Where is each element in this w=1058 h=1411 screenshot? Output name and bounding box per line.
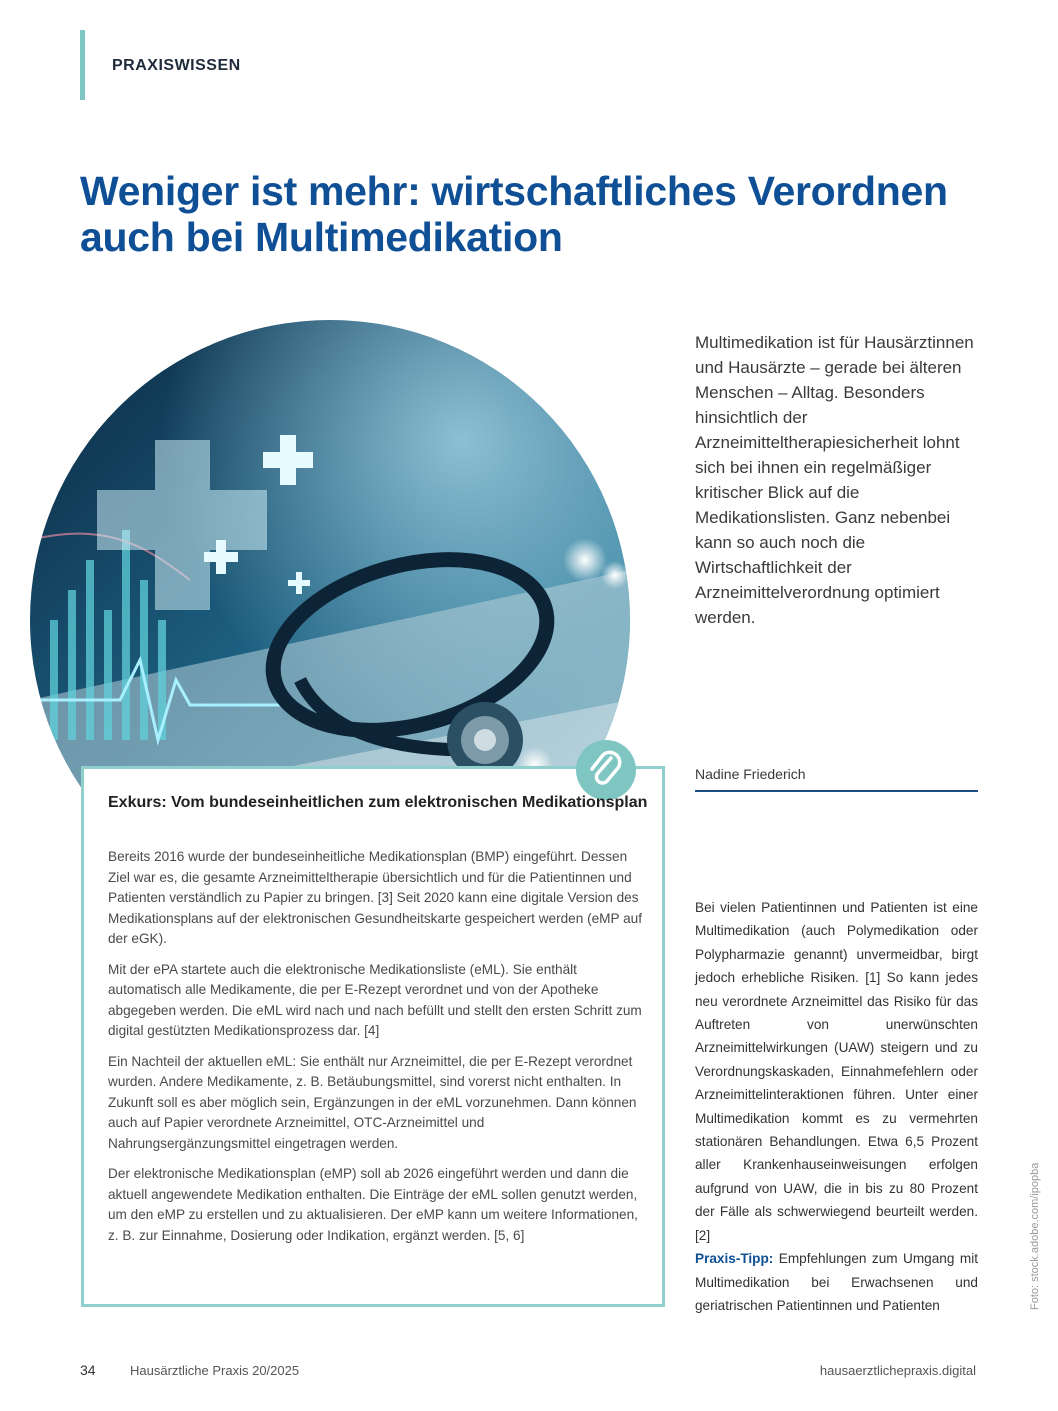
excursus-body bbox=[108, 847, 646, 1256]
body-text-column bbox=[695, 896, 978, 1317]
excursus-paragraph: Bereits 2016 wurde der bundeseinheitliche Medikationsplan (BMP) eingeführt. Dessen Ziel war es, die gesamte Arzneimitteltherapie übersichtlich und für die Patientinnen und Patienten verständlich zu Papier zu bringen. [3] Seit 2020 kann eine digitale Version des Medikationsplans auf der elektronischen Gesundheitskarte gespeichert werden (eMP auf der eGK). bbox=[108, 849, 642, 946]
article-intro: Multimedikation ist für Hausärztinnen und Hausärzte – gerade bei älteren Menschen – Alltag. Besonders hinsichtlich der Arzneimitteltherapiesicherheit lohnt sich bei ihnen ein regelmäßiger kritischer Blick auf die Medikationslisten. Ganz nebenbei kann so auch noch die Wirtschaftlichkeit der Arzneimittelverordnung optimiert werden. bbox=[695, 333, 974, 627]
excursus-paragraph: Ein Nachteil der aktuellen eML: Sie enthält nur Arzneimittel, die per E-Rezept verordnet wurden. Andere Medikamente, z. B. Betäubungsmittel, sind vorerst nicht enthalten. In Zukunft soll es aber möglich sein, Ergänzungen in der eML vorzunehmen. Dann können auch auf Papier verordnete Arzneimittel, OTC-Arzneimittel und Nahrungsergänzungsmittel eingetragen werden. bbox=[108, 1053, 637, 1151]
excursus-paragraph: Der elektronische Medikationsplan (eMP) soll ab 2026 eingeführt werden und dann die aktuell angewendete Medikation enthalten. Die Einträge der eML sollen genutzt werden, um den eMP zu erstellen und zu aktualisieren. Der eMP kann um weitere Informationen, z. B. zur Einnahme, Dosierung oder Indikation, ergänzt werden. [5, 6] bbox=[108, 1166, 638, 1243]
photo-credit: Foto: stock.adobe.com/ipopba bbox=[1029, 1162, 1041, 1310]
excursus-paragraph: Mit der ePA startete auch die elektronische Medikationsliste (eML). Sie enthält automatisch alle Medikamente, die per E-Rezept verordnet und von der Apotheke abgegeben werden. Die eML wird nach und nach befüllt und stellt den ersten Schritt zum digital gestützten Medikationsprozess dar. [4] bbox=[108, 961, 642, 1038]
journal-issue: Hausärztliche Praxis 20/2025 bbox=[130, 1363, 300, 1378]
practice-tip-text: Empfehlungen zum Umgang mit Multimedikation bei Erwachsenen und geriatrischen Patientinnen und Patienten bbox=[695, 1251, 978, 1313]
page-number: 34 bbox=[80, 1362, 96, 1378]
article-title: Weniger ist mehr: wirtschaftliches Verordnen auch bei Multimedikation bbox=[80, 168, 948, 260]
section-accent-bar bbox=[80, 30, 85, 100]
paperclip-icon bbox=[576, 740, 636, 800]
excursus-title: Exkurs: Vom bundeseinheitlichen zum elektronischen Medikationsplan bbox=[108, 794, 648, 811]
author-name: Nadine Friederich bbox=[695, 766, 806, 782]
author-divider bbox=[695, 790, 978, 792]
practice-tip-label: Praxis-Tipp: bbox=[695, 1251, 774, 1267]
section-label: PRAXISWISSEN bbox=[112, 57, 241, 74]
website-link[interactable]: hausaerztlichepraxis.digital bbox=[819, 1363, 976, 1378]
body-paragraph: Bei vielen Patientinnen und Patienten ist eine Multimedikation (auch Polymedikation oder Polypharmazie genannt) unvermeidbar, birgt jedoch erhebliche Risiken. [1] So kann jedes neu verordnete Arzneimittel das Risiko für das Auftreten von unerwünschten Arzneimittelwirkungen (UAW) steigern und zu Verordnungskaskaden, Einnahmefehlern oder Arzneimittelinteraktionen führen. Unter einer Multimedikation kommt es zu vermehrten stationären Behandlungen. Etwa 6,5 Prozent aller Krankenhauseinweisungen erfolgen aufgrund von UAW, die in bis zu 80 Prozent der Fälle als schwerwiegend beurteilt werden. [2] bbox=[695, 900, 978, 1243]
